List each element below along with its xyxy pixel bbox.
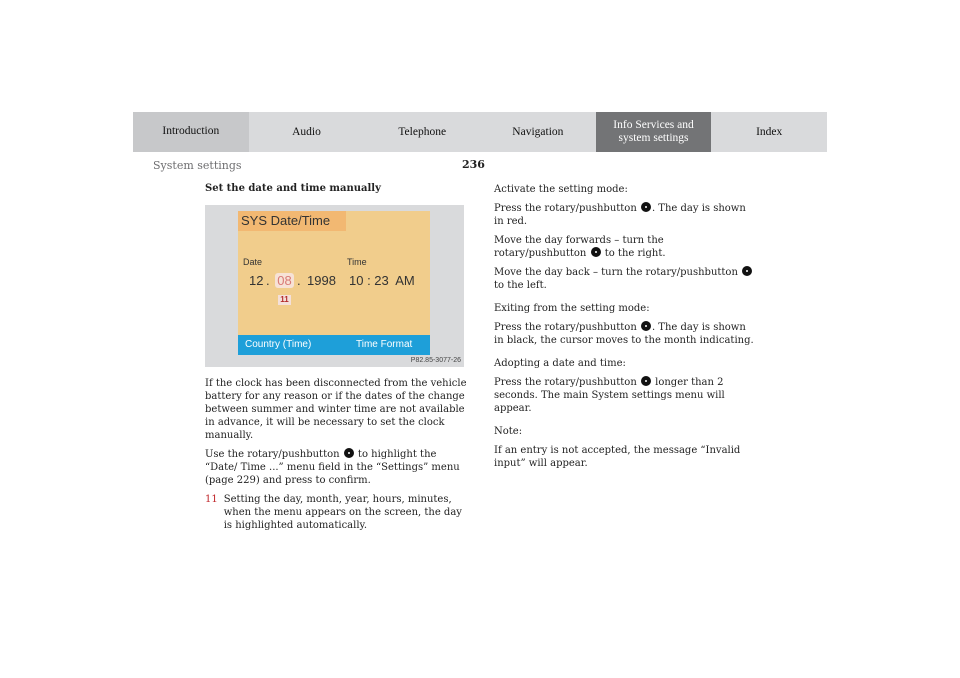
back-text: Move the day back – turn the rotary/pushbutton to the left. bbox=[494, 266, 756, 292]
display-figure bbox=[205, 205, 464, 367]
page-number: 236 bbox=[462, 158, 485, 171]
display-screen bbox=[238, 211, 430, 355]
rotary-pushbutton-icon bbox=[344, 448, 354, 458]
time-label: Time bbox=[347, 257, 367, 267]
softkey-time-format: Time Format bbox=[356, 339, 413, 350]
activate-text: Press the rotary/pushbutton . The day is shown in red. bbox=[494, 203, 746, 227]
date-label: Date bbox=[243, 257, 263, 267]
step-number: 11 bbox=[205, 494, 218, 505]
rotary-pushbutton-icon bbox=[591, 247, 601, 257]
date-year: 1998 bbox=[307, 273, 336, 288]
section-title: System settings bbox=[153, 159, 242, 172]
exit-heading: Exiting from the setting mode: bbox=[494, 303, 650, 314]
tab-telephone[interactable]: Telephone bbox=[364, 112, 480, 152]
tab-navigation[interactable]: Navigation bbox=[480, 112, 596, 152]
rotary-pushbutton-icon bbox=[641, 376, 651, 386]
activate-heading: Activate the setting mode: bbox=[494, 184, 628, 195]
adopt-text: Press the rotary/pushbutton longer than 2 seconds. The main System settings menu will appear. bbox=[494, 377, 725, 414]
page-heading: Set the date and time manually bbox=[205, 183, 381, 194]
rotary-pushbutton-icon bbox=[742, 266, 752, 276]
date-separator-1: . bbox=[266, 273, 270, 288]
step-11 bbox=[205, 493, 467, 532]
tab-info-services[interactable]: Info Services and system settings bbox=[596, 112, 712, 152]
date-day: 12 bbox=[249, 273, 264, 288]
softkey-country: Country (Time) bbox=[245, 339, 312, 350]
adopt-heading: Adopting a date and time: bbox=[494, 358, 626, 369]
date-separator-2: . bbox=[297, 273, 301, 288]
callout-number: 11 bbox=[278, 295, 291, 305]
instruction-paragraph: Use the rotary/pushbutton to highlight the “Date/ Time ...” menu field in the “Settings” menu (page 229) and press to confirm. bbox=[205, 449, 460, 486]
note-heading: Note: bbox=[494, 426, 523, 437]
rotary-pushbutton-icon bbox=[641, 321, 651, 331]
note-text: If an entry is not accepted, the message “Invalid input” will appear. bbox=[494, 445, 741, 469]
step-text: Setting the day, month, year, hours, minutes, when the menu appears on the screen, the day is highlighted automatically. bbox=[223, 494, 462, 531]
rotary-pushbutton-icon bbox=[641, 202, 651, 212]
forward-text: Move the day forwards – turn the rotary/pushbutton to the right. bbox=[494, 235, 666, 259]
tab-index[interactable]: Index bbox=[711, 112, 827, 152]
left-column bbox=[205, 377, 467, 532]
intro-paragraph: If the clock has been disconnected from the vehicle battery for any reason or if the dates of the change between summer and winter time are not available in advance, it will be necessary to set the clock manually. bbox=[205, 378, 467, 441]
exit-text: Press the rotary/pushbutton . The day is shown in black, the cursor moves to the month indicating. bbox=[494, 322, 754, 346]
tab-audio[interactable]: Audio bbox=[249, 112, 365, 152]
right-column bbox=[494, 183, 756, 476]
chapter-tabs bbox=[133, 112, 827, 152]
tab-introduction[interactable]: Introduction bbox=[133, 112, 249, 152]
date-month-highlight: 08 bbox=[275, 273, 294, 288]
softkey-bar bbox=[238, 335, 430, 355]
screen-title: SYS Date/Time bbox=[238, 211, 346, 231]
figure-code: P82.85-3077-26 bbox=[410, 357, 461, 364]
time-value: 10 : 23 AM bbox=[349, 273, 415, 288]
